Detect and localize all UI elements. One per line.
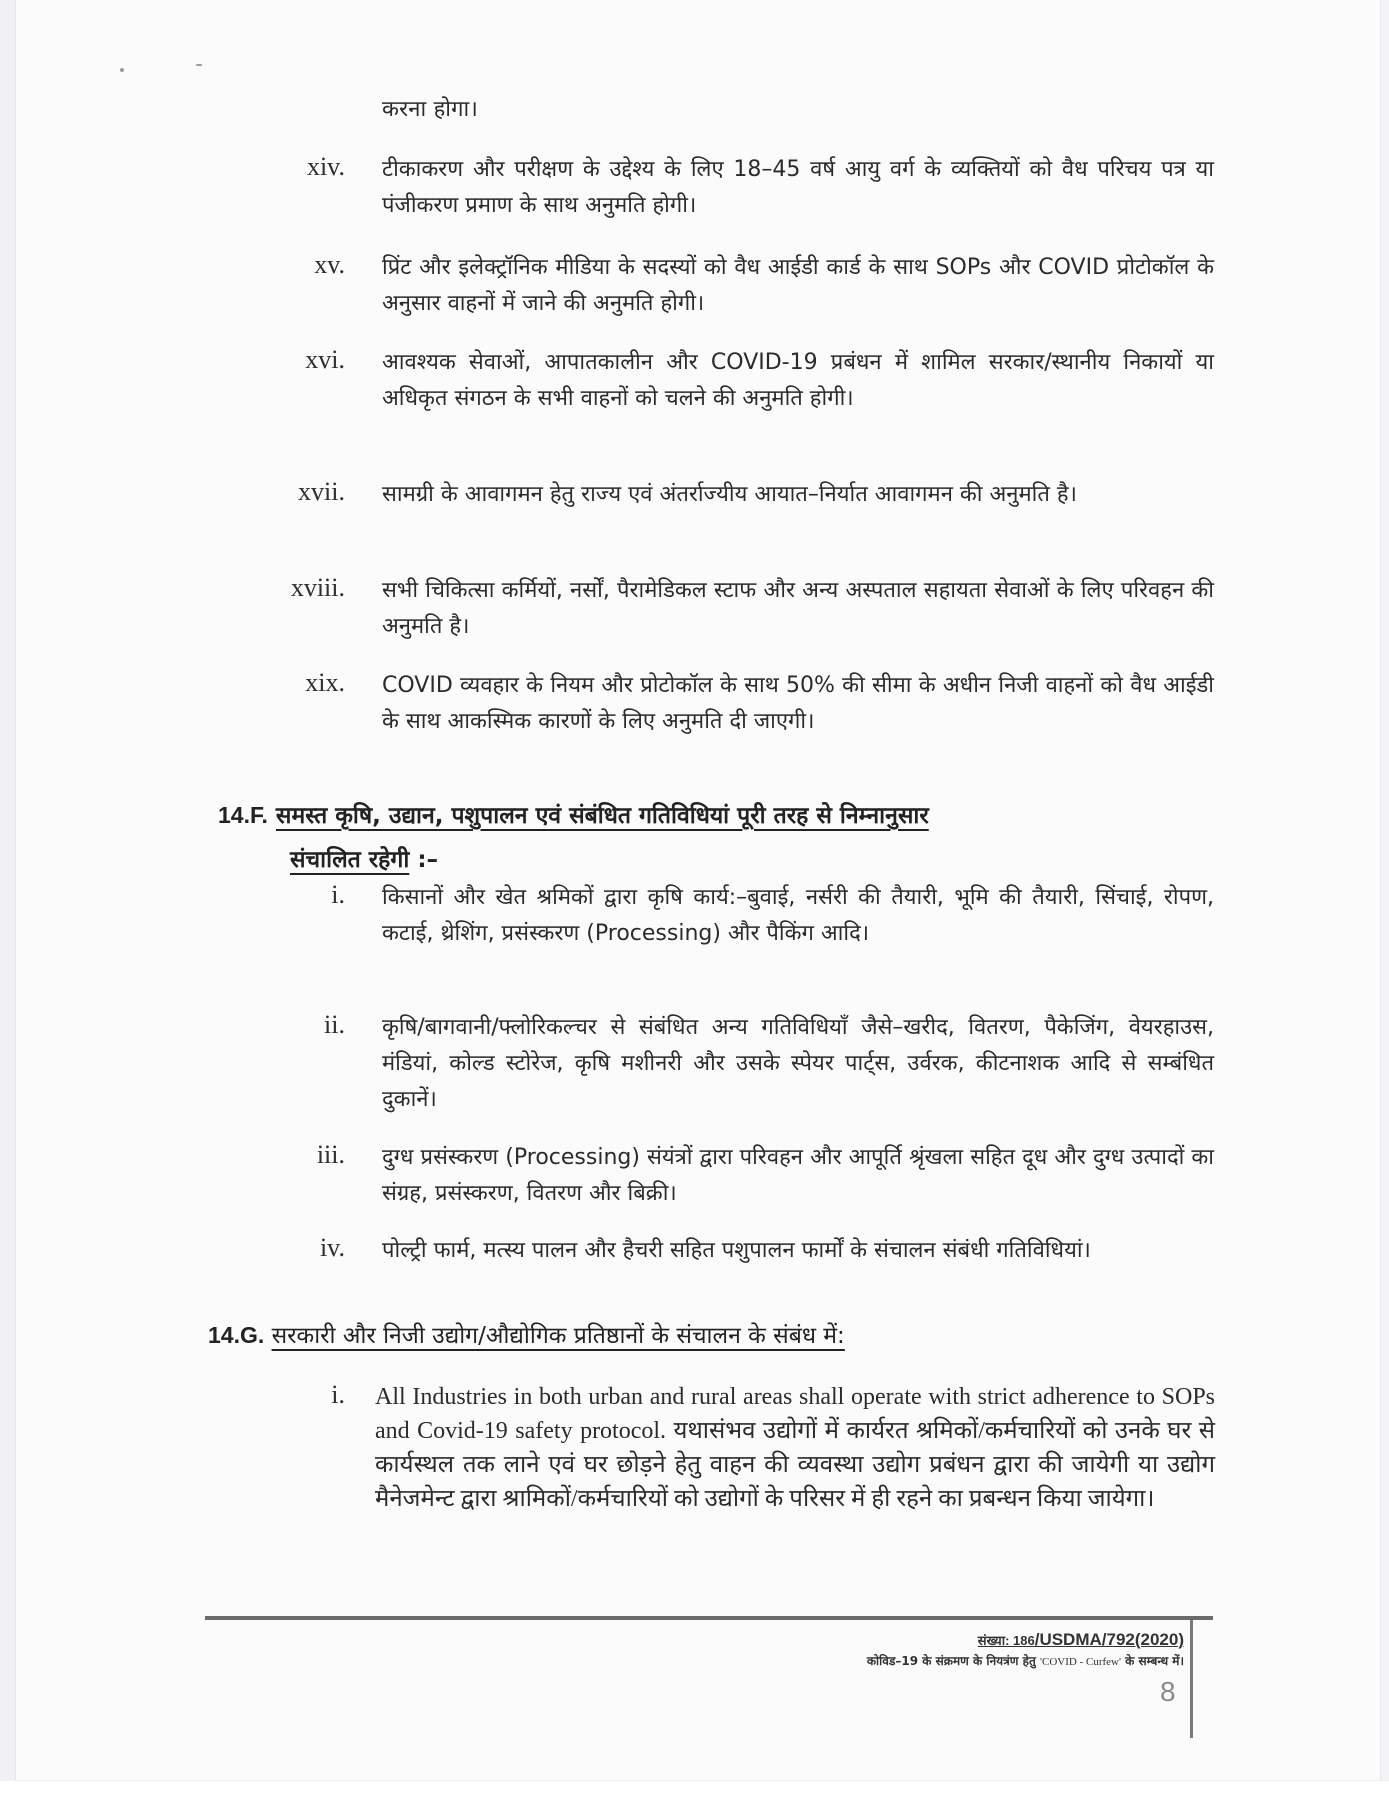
- section-title-line2: संचालित रहेगी: [290, 847, 410, 873]
- page-left-edge: [0, 0, 16, 1785]
- item-number: iii.: [316, 1140, 345, 1169]
- section-title: सरकारी और निजी उद्योग/औद्योगिक प्रतिष्ठानों के संचालन के संबंध में:: [271, 1323, 845, 1349]
- item-number: xv.: [314, 250, 345, 279]
- item-number: ii.: [324, 1010, 345, 1039]
- page-number: 8: [1160, 1676, 1176, 1707]
- section-title-line1: समस्त कृषि, उद्यान, पशुपालन एवं संबंधित गतिविधियां पूरी तरह से निम्नानुसार: [275, 803, 929, 829]
- footer-ref-code: /USDMA/792(2020): [1034, 1630, 1184, 1649]
- item-text: पोल्ट्री फार्म, मत्स्य पालन और हैचरी सहित पशुपालन फार्मों के संचालन संबंधी गतिविधियां।: [382, 1238, 1091, 1263]
- footer-subject: [867, 1652, 1184, 1669]
- item-text: COVID व्यवहार के नियम और प्रोटोकॉल के साथ 50% की सीमा के अधीन निजी वाहनों को वैध आईडी के साथ आकस्मिक कारणों के लिए अनुमति दी जाएगी।: [382, 673, 1214, 734]
- footer-subject-quote: 'COVID - Curfew': [1040, 1656, 1121, 1668]
- section-title-suffix: :–: [409, 847, 439, 873]
- item-number: xvi.: [305, 345, 345, 374]
- page-bottom-edge: [0, 1780, 1389, 1797]
- footer-reference: [978, 1630, 1184, 1650]
- footer-vertical-rule: [1190, 1620, 1193, 1738]
- section-heading-14g: [208, 1318, 845, 1350]
- scan-speck: [120, 68, 124, 72]
- section-heading-14f: [218, 798, 929, 830]
- item-number: xiv.: [306, 152, 345, 181]
- item-text: सभी चिकित्सा कर्मियों, नर्सों, पैरामेडिकल स्टाफ और अन्य अस्पताल सहायता सेवाओं के लिए परिवहन की अनुमति है।: [382, 578, 1214, 639]
- item-text: किसानों और खेत श्रमिकों द्वारा कृषि कार्य:–बुवाई, नर्सरी की तैयारी, भूमि की तैयारी, सिंचाई, रोपण, कटाई, थ्रेशिंग, प्रसंस्करण (Processing) और पैकिंग आदि।: [382, 885, 1214, 946]
- page-right-edge: [1380, 0, 1389, 1797]
- item-number: xvii.: [298, 477, 345, 506]
- footer-ref-label: संख्या: 186: [977, 1633, 1035, 1648]
- section-number: 14.F.: [218, 802, 268, 828]
- footer-subject-suffix: के सम्बन्ध में।: [1120, 1654, 1184, 1668]
- item-text: आवश्यक सेवाओं, आपातकालीन और COVID-19 प्रबंधन में शामिल सरकार/स्थानीय निकायों या अधिकृत संगठन के सभी वाहनों को चलने की अनुमति होगी।: [382, 350, 1214, 411]
- item-text: [375, 1380, 1215, 1516]
- footer-divider: [205, 1616, 1213, 1620]
- item-number: xix.: [305, 668, 345, 697]
- item-number: xviii.: [290, 573, 345, 602]
- item-text: सामग्री के आवागमन हेतु राज्य एवं अंतर्राज्यीय आयात–निर्यात आवागमन की अनुमति है।: [382, 482, 1077, 507]
- item-text: प्रिंट और इलेक्ट्रॉनिक मीडिया के सदस्यों को वैध आईडी कार्ड के साथ SOPs और COVID प्रोटोकॉल के अनुसार वाहनों में जाने की अनुमति होगी।: [382, 255, 1214, 316]
- item-text-content: All Industries in both urban and rural areas shall operate with strict adherence to SOPs and Covid-19 safety protocol. यथासंभव उद्योगों में कार्यरत श्रमिकों/कर्मचारियों को उनके घर से कार्यस्थल तक लाने एवं घर छोड़ने हेतु वाहन की व्यवस्था उद्योग प्रबंधन द्वारा की जायेगी या उद्योग मैनेजमेन्ट द्वारा श्रामिकों/कर्मचारियों को उद्योगों के परिसर में ही रहने का प्रबन्धन किया जायेगा।: [375, 1384, 1215, 1512]
- item-text: कृषि/बागवानी/फ्लोरिकल्चर से संबंधित अन्य गतिविधियाँ जैसे–खरीद, वितरण, पैकेजिंग, वेयरहाउस, मंडियां, कोल्ड स्टोरेज, कृषि मशीनरी और उसके स्पेयर पार्ट्स, उर्वरक, कीटनाशक आदि से सम्बंधित दुकानें।: [382, 1015, 1214, 1112]
- item-number: i.: [331, 1380, 345, 1409]
- footer-subject-prefix: कोविड–19 के संक्रमण के नियत्रंण हेतु: [866, 1654, 1040, 1668]
- item-number: i.: [331, 880, 345, 909]
- continuation-text: करना होगा।: [382, 97, 478, 122]
- section-heading-14f-cont: [290, 842, 438, 874]
- item-text: टीकाकरण और परीक्षण के उद्देश्य के लिए 18–45 वर्ष आयु वर्ग के व्यक्तियों को वैध परिचय पत्र या पंजीकरण प्रमाण के साथ अनुमति होगी।: [382, 157, 1214, 218]
- scan-speck: [196, 64, 202, 66]
- section-number: 14.G.: [208, 1322, 265, 1348]
- item-number: iv.: [319, 1233, 345, 1262]
- item-text: दुग्ध प्रसंस्करण (Processing) संयंत्रों द्वारा परिवहन और आपूर्ति श्रृंखला सहित दूध और दुग्ध उत्पादों का संग्रह, प्रसंस्करण, वितरण और बिक्री।: [382, 1145, 1214, 1206]
